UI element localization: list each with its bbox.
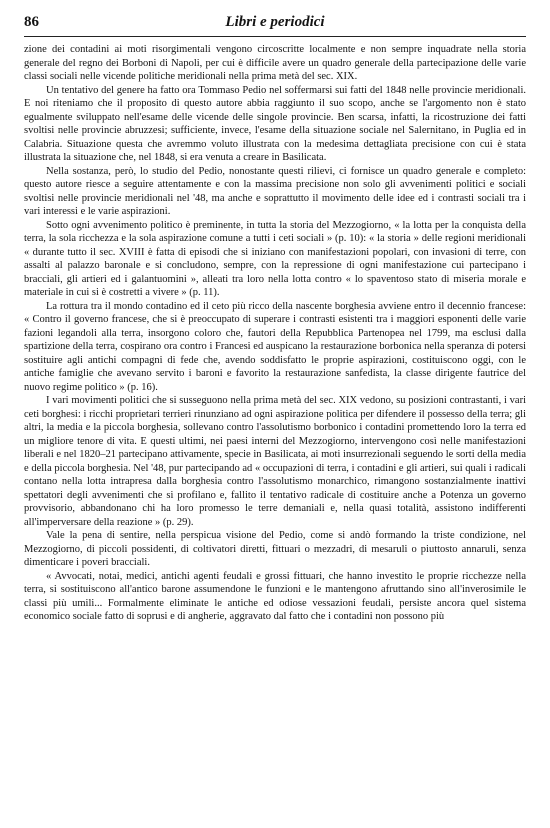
paragraph: « Avvocati, notai, medici, antichi agenti feudali e grossi fittuari, che hanno investito le proprie ricchezze nella terra, si sostituiscono all'antico barone assumendone le funzioni e le mantengono afruttando sino all'inverosimile le classi più umili... Formalmente eliminate le antiche ed odiose vessazioni feudali, persiste ancora quel sistema economico sociale fatto di soprusi e di angherie, aggravato dal fatto che i contadini non possono più [24, 570, 526, 622]
paragraph: Un tentativo del genere ha fatto ora Tommaso Pedio nel soffermarsi sui fatti del 1848 nelle provincie meridionali. E noi riteniamo che il proposito di questo autore abbia raggiunto il suo scopo, anche se l'argomento non è stato egualmente sviluppato nell'esame delle vicende delle singole provincie. Ben scarsa, infatti, la ricostruzione dei fatti svoltisi nelle provincie abruzzesi; sufficiente, invece, l'esame della situazione sociale nel Salernitano, in Puglia ed in Calabria. Situazione questa che avremmo voluto illustrata con la medesima dettagliata precisione con cui è stata illustrata la situazione che, nel 1848, si era venuta a creare in Basilicata. [24, 84, 526, 163]
paragraph: Nella sostanza, però, lo studio del Pedio, nonostante questi rilievi, ci fornisce un quadro generale e completo: questo autore riesce a seguire attentamente e con la massima precisione non solo gli avvenimenti politici e sociali svoltisi nelle provincie meridionali nel '48, ma anche e soprattutto il movimento delle idee ed i contrasti sociali tra i vari interessi e le varie aspirazioni. [24, 165, 526, 217]
paragraph: Sotto ogni avvenimento politico è preminente, in tutta la storia del Mezzogiorno, « la lotta per la conquista della terra, la sola ricchezza e la sola aspirazione comune a tutti i ceti sociali » (p. 10): « la storia » delle regioni meridionali « durante tutto il sec. XVIII è fatta di episodi che si iniziano con manifestazioni popolari, con invasioni di terre, con assalti al palazzo baronale e si concludono, sempre, con la repressione di ogni manifestazione cui partecipano i bracciali, gli artieri ed i galantuomini », alleati tra loro nella lotta contro « lo spaventoso stato di miseria morale e materiale in cui si è costretti a vivere » (p. 11). [24, 219, 526, 298]
paragraph-continuation: zione dei contadini ai moti risorgimentali vengono circoscritte localmente e non sempre inquadrate nella storia generale del regno dei Borboni di Napoli, per cui è difficile avere un quadro generale della partecipazione delle varie classi sociali nelle vicende politiche meridionali nella prima metà del sec. XIX. [24, 44, 526, 82]
page-header [24, 14, 526, 37]
running-title: Libri e periodici [225, 14, 325, 30]
paragraph: La rottura tra il mondo contadino ed il ceto più ricco della nascente borghesia avviene entro il decennio francese: « Contro il governo francese, che si è preoccupato di superare i contrasti esistenti tra i maggiori esponenti delle varie fazioni legandoli alla terra, insorgono coloro che, fautori della Repubblica Partenopea nel 1799, ma esclusi dalla spartizione della terra, cospirano ora contro i Francesi ed auspicano la restaurazione borbonica nella speranza di potersi sostituire agli antichi compagni di fede che, avendo soddisfatto le proprie aspirazioni, costituiscono oggi, con le antiche famiglie che avevano servito i baroni e favorito la restaurazione sanfedista, la classe dirigente fautrice del nuovo regime politico » (p. 16). [24, 300, 526, 393]
book-page [24, 14, 526, 624]
page-number: 86 [24, 14, 39, 30]
page-body [24, 43, 526, 624]
paragraph: I vari movimenti politici che si susseguono nella prima metà del sec. XIX vedono, su posizioni contrastanti, i vari ceti borghesi: i ricchi proprietari terrieri rinunziano ad ogni aspirazione politica per difendere il possesso della terra; gli altri, la media e la piccola borghesia, sollevano contro l'assolutismo borbonico i contadini promettendo loro la terra ed un migliore tenore di vita. E questi ultimi, nei paesi interni del Mezzogiorno, intervengono così nelle manifestazioni liberali e nel 1820–21 partecipano attivamente, specie in Basilicata, ai moti insurrezionali seguendo le sorti della media e della piccola borghesia. Nel '48, pur partecipando ad « occupazioni di terra, i contadini e gli artieri, sui quali i radicali contano nella lotta intrapresa dalla borghesia contro l'assolutismo monarchico, rimangono sostanzialmente inattivi spettatori degli avvenimenti che si profilano e, fallito il tentativo radicale di costituire anche a Potenza un governo provvisorio, abbandonano chi ha loro promesso le terre demaniali e, nella quasi totalità, assistono indifferenti all'imperversare della reazione » (p. 29). [24, 395, 526, 528]
paragraph: Vale la pena di sentire, nella perspicua visione del Pedio, come si andò formando la triste condizione, nel Mezzogiorno, di piccoli possidenti, di coltivatori diretti, fittuari o mezzadri, di mesaruli o piuttosto annaruli, senza dimenticare i poveri bracciali. [24, 530, 526, 568]
